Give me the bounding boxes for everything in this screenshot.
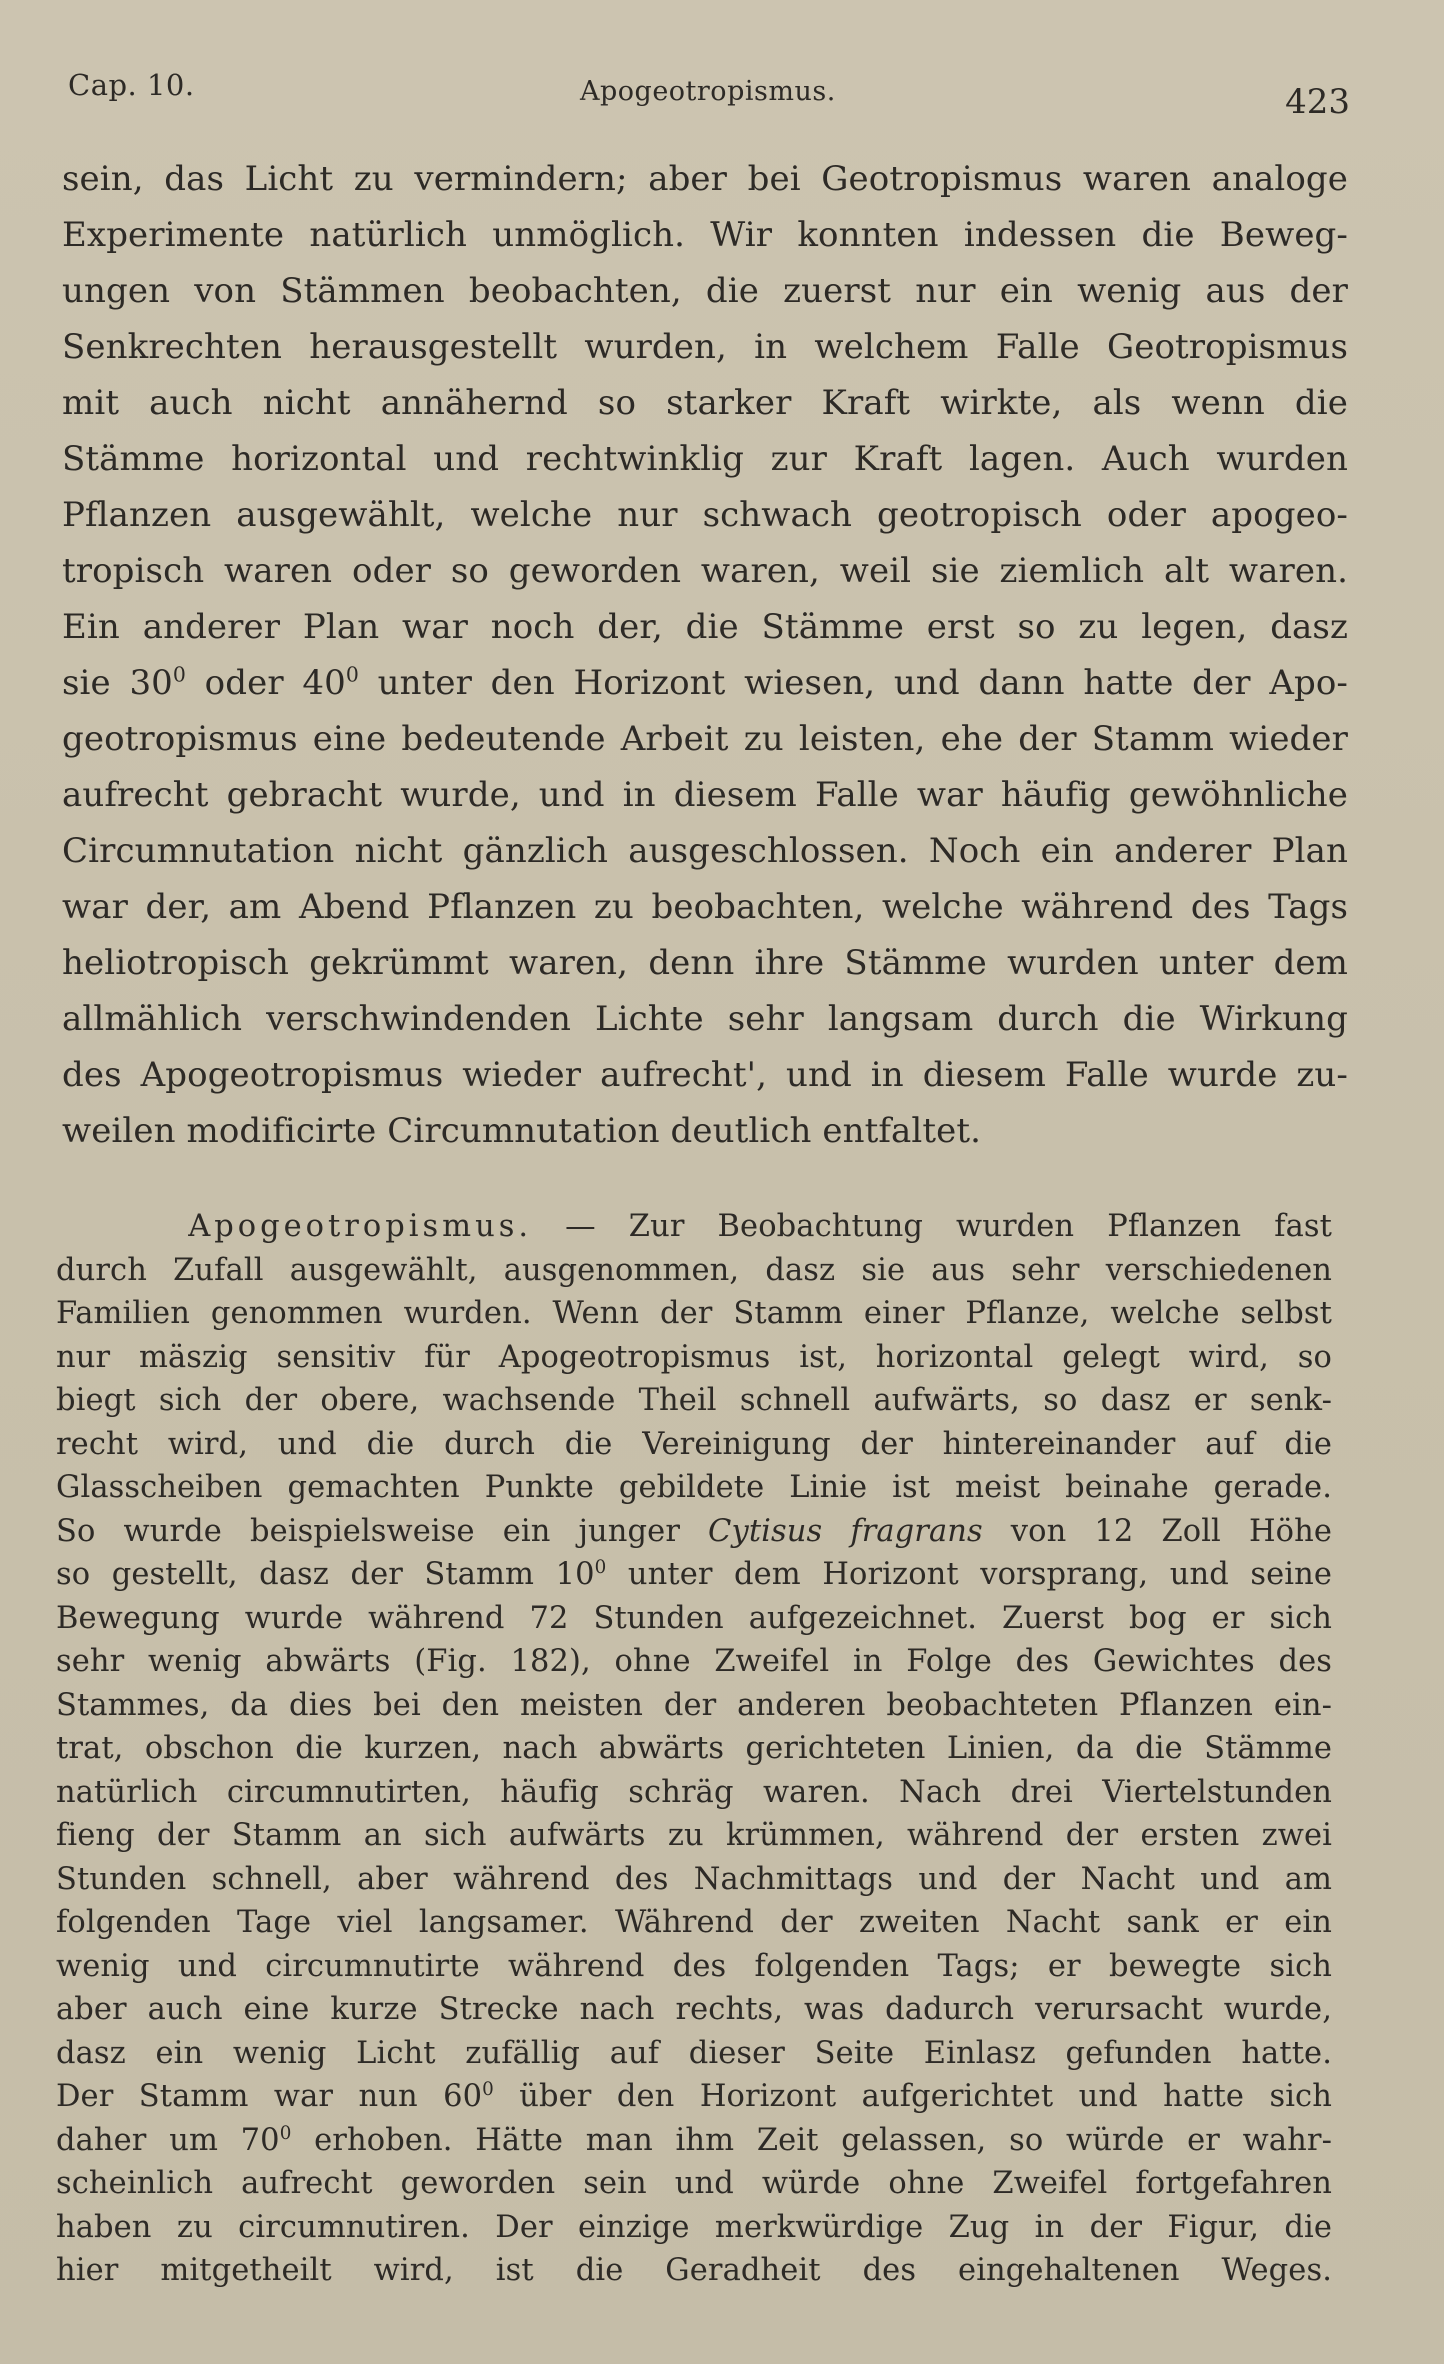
text-line: Ein anderer Plan war noch der, die Stämme erst so zu legen, dasz: [62, 607, 1348, 647]
text-line: haben zu circumnutiren. Der einzige merkwürdige Zug in der Figur, die: [56, 2209, 1332, 2245]
text-line: fieng der Stamm an sich aufwärts zu krümmen, während der ersten zwei: [56, 1818, 1332, 1853]
text-line: aber auch eine kurze Strecke nach rechts, was dadurch verursacht wurde,: [56, 1992, 1332, 2027]
text-line: Stunden schnell, aber während des Nachmittags und der Nacht und am: [56, 1861, 1332, 1897]
text-line: Experimente natürlich unmöglich. Wir konnten indessen die Beweg-: [62, 215, 1348, 255]
text-line: Familien genommen wurden. Wenn der Stamm einer Pflanze, welche selbst: [56, 1296, 1332, 1331]
text-line: Circumnutation nicht gänzlich ausgeschlossen. Noch ein anderer Plan: [62, 831, 1348, 871]
chapter-label: Cap. 10.: [68, 68, 195, 102]
text-line: geotropismus eine bedeutende Arbeit zu leisten, ehe der Stamm wieder: [62, 719, 1348, 759]
page-number: 423: [1285, 82, 1350, 122]
text-line: nur mäszig sensitiv für Apogeotropismus ist, horizontal gelegt wird, so: [56, 1339, 1332, 1375]
degree-sign: 0: [594, 1556, 607, 1578]
text-line: [56, 2075, 1332, 2119]
text-fragment: erhoben. Hätte man ihm Zeit gelassen, so würde er wahr-: [291, 2122, 1332, 2158]
text-line: Bewegung wurde während 72 Stunden aufgezeichnet. Zuerst bog er sich: [56, 1600, 1332, 1636]
text-line: [56, 1553, 1332, 1597]
text-fragment: von 12 Zoll Höhe: [982, 1513, 1332, 1549]
text-fragment: über den Horizont aufgerichtet und hatte sich: [493, 2079, 1332, 2114]
section-apogeotropismus: [56, 1205, 1332, 2293]
text-line: sehr wenig abwärts (Fig. 182), ohne Zweifel in Folge des Gewichtes des: [56, 1644, 1332, 1679]
text-line: ungen von Stämmen beobachten, die zuerst nur ein wenig aus der: [62, 271, 1348, 311]
text-line: heliotropisch gekrümmt waren, denn ihre Stämme wurden unter dem: [62, 943, 1348, 983]
text-line: [62, 655, 1348, 711]
section-heading: Apogeotropismus.: [188, 1209, 533, 1244]
text-line: Pflanzen ausgewählt, welche nur schwach geotropisch oder apogeo-: [62, 495, 1348, 535]
text-line: dasz ein wenig Licht zufällig auf dieser Seite Einlasz gefunden hatte.: [56, 2035, 1332, 2071]
degree-sign: 0: [345, 662, 359, 687]
degree-sign: 0: [482, 2078, 494, 2100]
text-line: war der, am Abend Pflanzen zu beobachten, welche während des Tags: [62, 887, 1348, 927]
running-header: [68, 66, 1350, 126]
text-fragment: daher um 70: [56, 2122, 280, 2158]
text-fragment: oder 40: [185, 663, 346, 703]
text-line: sein, das Licht zu vermindern; aber bei Geotropismus waren analoge: [62, 159, 1348, 199]
text-fragment: Der Stamm war nun 60: [56, 2079, 483, 2114]
text-fragment: So wurde beispielsweise ein junger: [56, 1513, 709, 1549]
text-line: allmählich verschwindenden Lichte sehr langsam durch die Wirkung: [62, 999, 1348, 1039]
text-line: Stammes, da dies bei den meisten der anderen beobachteten Pflanzen ein-: [56, 1687, 1332, 1723]
text-fragment: so gestellt, dasz der Stamm 10: [56, 1557, 595, 1592]
text-line: [56, 1205, 1332, 1249]
text-line: aufrecht gebracht wurde, und in diesem Falle war häufig gewöhnliche: [62, 775, 1348, 815]
text-line: Stämme horizontal und rechtwinklig zur Kraft lagen. Auch wurden: [62, 439, 1348, 479]
text-fragment: — Zur Beobachtung wurden Pflanzen fast: [532, 1209, 1332, 1244]
text-line: scheinlich aufrecht geworden sein und würde ohne Zweifel fortgefahren: [56, 2166, 1332, 2201]
text-line: [56, 2119, 1332, 2163]
text-line: recht wird, und die durch die Vereinigung der hintereinander auf die: [56, 1426, 1332, 1462]
running-title: Apogeotropismus.: [580, 76, 836, 107]
text-line: durch Zufall ausgewählt, ausgenommen, dasz sie aus sehr verschiedenen: [56, 1252, 1332, 1288]
degree-sign: 0: [279, 2122, 292, 2144]
text-line: mit auch nicht annähernd so starker Kraft wirkte, als wenn die: [62, 383, 1348, 423]
text-line: Glasscheiben gemachten Punkte gebildete Linie ist meist beinahe gerade.: [56, 1470, 1332, 1505]
text-line: trat, obschon die kurzen, nach abwärts gerichteten Linien, da die Stämme: [56, 1731, 1332, 1766]
text-line: hier mitgetheilt wird, ist die Geradheit des eingehaltenen Weges.: [56, 2253, 1332, 2288]
text-line: des Apogeotropismus wieder aufrecht', und in diesem Falle wurde zu-: [62, 1055, 1348, 1095]
text-fragment: unter den Horizont wiesen, und dann hatte der Apo-: [358, 663, 1348, 703]
text-fragment: unter dem Horizont vorsprang, und seine: [606, 1557, 1332, 1592]
text-line: folgenden Tage viel langsamer. Während der zweiten Nacht sank er ein: [56, 1905, 1332, 1940]
degree-sign: 0: [172, 662, 186, 687]
species-name: Cytisus fragrans: [708, 1513, 983, 1549]
text-line: tropisch waren oder so geworden waren, weil sie ziemlich alt waren.: [62, 551, 1348, 591]
text-fragment: sie 30: [62, 663, 173, 703]
text-line: weilen modificirte Circumnutation deutlich entfaltet.: [62, 1111, 982, 1151]
text-line: biegt sich der obere, wachsende Theil schnell aufwärts, so dasz er senk-: [56, 1383, 1332, 1418]
text-line: natürlich circumnutirten, häufig schräg waren. Nach drei Viertelstunden: [56, 1774, 1332, 1810]
main-paragraph: [62, 151, 1348, 1159]
text-line: Senkrechten herausgestellt wurden, in welchem Falle Geotropismus: [62, 327, 1348, 367]
text-line: [56, 1510, 1332, 1554]
text-line: wenig und circumnutirte während des folgenden Tags; er bewegte sich: [56, 1948, 1332, 1984]
